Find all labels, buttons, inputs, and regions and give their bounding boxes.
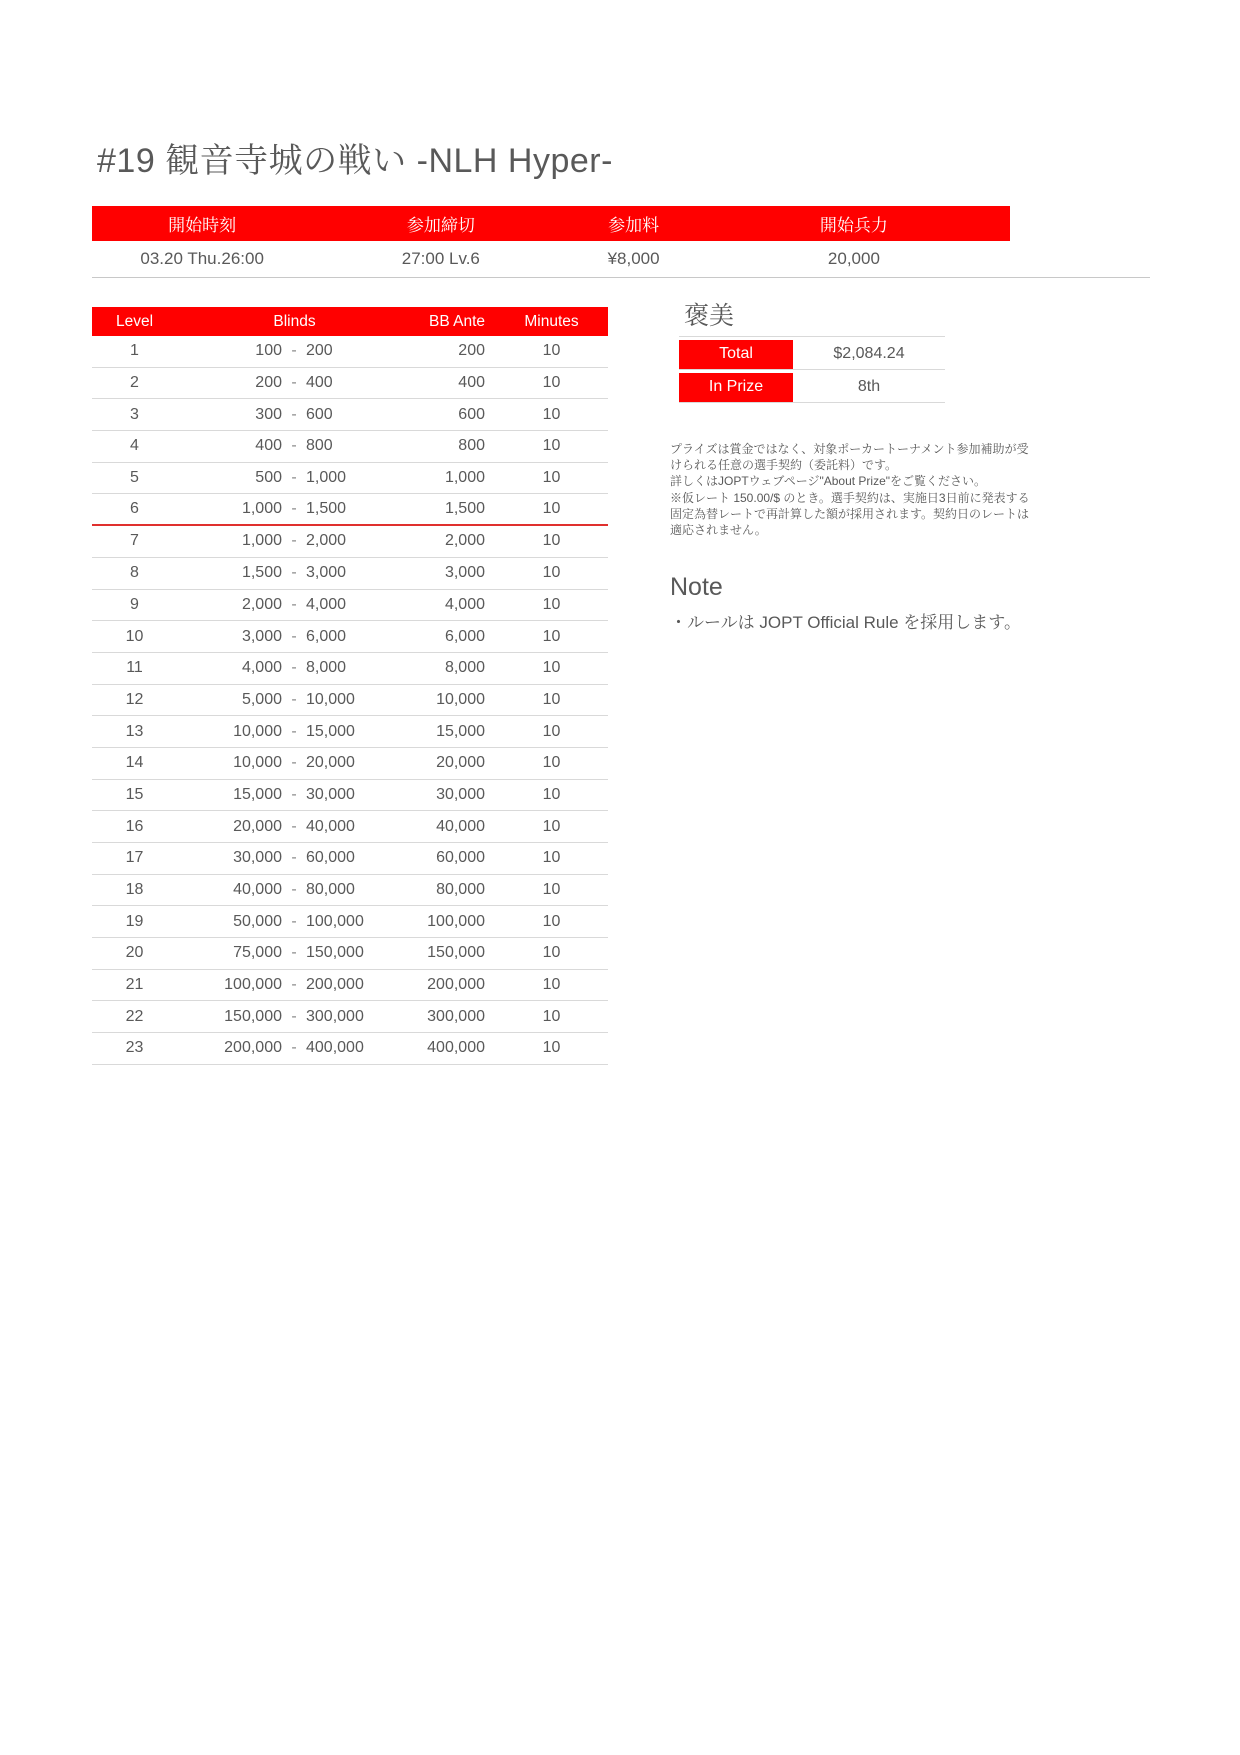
prize-row-label: In Prize (679, 373, 793, 402)
info-value-starting-stack: 20,000 (827, 249, 880, 268)
small-blind-cell: 20,000 (233, 817, 282, 835)
bb-ante-cell: 2,000 (444, 532, 485, 550)
bb-ante-cell: 100,000 (427, 912, 485, 930)
blinds-dash: - (291, 500, 297, 518)
blinds-dash: - (291, 722, 297, 740)
bb-ante-cell: 300,000 (427, 1007, 485, 1025)
bb-ante-cell: 20,000 (436, 754, 485, 772)
blinds-table-header (92, 307, 608, 336)
level-cell: 14 (125, 754, 144, 772)
minutes-cell: 10 (542, 944, 561, 962)
prize-row-value: 8th (857, 378, 881, 395)
minutes-cell: 10 (542, 690, 561, 708)
minutes-cell: 10 (542, 1007, 561, 1025)
info-header-start-time: 開始時刻 (168, 216, 237, 235)
header-blinds: Blinds (273, 312, 316, 330)
big-blind-cell: 400,000 (306, 1039, 364, 1057)
big-blind-cell: 200,000 (306, 976, 364, 994)
level-cell: 4 (130, 437, 139, 455)
prize-heading: 褒美 (684, 302, 735, 330)
table-row (92, 938, 608, 970)
blinds-dash: - (291, 405, 297, 423)
table-row (92, 336, 608, 368)
header-level: Level (115, 312, 154, 330)
big-blind-cell: 40,000 (306, 817, 355, 835)
bb-ante-cell: 800 (458, 437, 485, 455)
big-blind-cell: 20,000 (306, 754, 355, 772)
bb-ante-cell: 8,000 (444, 659, 485, 677)
bb-ante-cell: 400 (458, 374, 485, 392)
small-blind-cell: 5,000 (241, 690, 282, 708)
blinds-dash: - (291, 532, 297, 550)
blinds-dash: - (291, 374, 297, 392)
small-blind-cell: 200,000 (224, 1039, 282, 1057)
prize-row (679, 339, 945, 370)
table-row (92, 811, 608, 843)
table-row (92, 1033, 608, 1065)
note-item: ・ルールは JOPT Official Rule を採用します。 (670, 613, 1021, 632)
table-row (92, 463, 608, 495)
blinds-dash: - (291, 564, 297, 582)
table-row (92, 1001, 608, 1033)
table-row (92, 653, 608, 685)
level-cell: 17 (125, 849, 144, 867)
minutes-cell: 10 (542, 437, 561, 455)
small-blind-cell: 40,000 (233, 881, 282, 899)
big-blind-cell: 10,000 (306, 690, 355, 708)
small-blind-cell: 100 (255, 342, 282, 360)
minutes-cell: 10 (542, 627, 561, 645)
note-items (670, 611, 1090, 635)
small-blind-cell: 1,500 (241, 564, 282, 582)
big-blind-cell: 200 (306, 342, 333, 360)
big-blind-cell: 600 (306, 405, 333, 423)
blinds-dash: - (291, 437, 297, 455)
big-blind-cell: 3,000 (306, 564, 347, 582)
small-blind-cell: 200 (255, 374, 282, 392)
big-blind-cell: 150,000 (306, 944, 364, 962)
table-row (92, 621, 608, 653)
table-row (92, 399, 608, 431)
page-title: #19 観音寺城の戦い -NLH Hyper- (97, 142, 613, 180)
minutes-cell: 10 (542, 722, 561, 740)
table-row (92, 970, 608, 1002)
level-cell: 21 (125, 976, 144, 994)
blinds-dash: - (291, 944, 297, 962)
minutes-cell: 10 (542, 1039, 561, 1057)
big-blind-cell: 800 (306, 437, 333, 455)
minutes-cell: 10 (542, 374, 561, 392)
prize-notes (670, 441, 1040, 538)
big-blind-cell: 1,000 (306, 469, 347, 487)
level-cell: 13 (125, 722, 144, 740)
level-cell: 2 (130, 374, 139, 392)
minutes-cell: 10 (542, 976, 561, 994)
level-cell: 6 (130, 500, 139, 518)
small-blind-cell: 150,000 (224, 1007, 282, 1025)
bb-ante-cell: 6,000 (444, 627, 485, 645)
blinds-dash: - (291, 659, 297, 677)
info-value-late-reg: 27:00 Lv.6 (401, 249, 480, 268)
big-blind-cell: 400 (306, 374, 333, 392)
table-row (92, 685, 608, 717)
big-blind-cell: 6,000 (306, 627, 347, 645)
minutes-cell: 10 (542, 595, 561, 613)
blinds-dash: - (291, 785, 297, 803)
bb-ante-cell: 4,000 (444, 595, 485, 613)
level-cell: 20 (125, 944, 144, 962)
table-row (92, 368, 608, 400)
small-blind-cell: 300 (255, 405, 282, 423)
small-blind-cell: 15,000 (233, 785, 282, 803)
level-cell: 10 (125, 627, 144, 645)
bb-ante-cell: 1,000 (444, 469, 485, 487)
minutes-cell: 10 (542, 564, 561, 582)
info-table-values (92, 241, 1010, 277)
info-value-start-time: 03.20 Thu.26:00 (140, 249, 264, 268)
table-row (92, 748, 608, 780)
level-cell: 7 (130, 532, 139, 550)
table-row (92, 590, 608, 622)
info-table-underline (92, 277, 1150, 278)
blinds-dash: - (291, 1039, 297, 1057)
blinds-dash: - (291, 976, 297, 994)
bb-ante-cell: 150,000 (427, 944, 485, 962)
bb-ante-cell: 30,000 (436, 785, 485, 803)
blinds-dash: - (291, 912, 297, 930)
minutes-cell: 10 (542, 342, 561, 360)
level-cell: 1 (130, 342, 139, 360)
bb-ante-cell: 40,000 (436, 817, 485, 835)
big-blind-cell: 100,000 (306, 912, 364, 930)
prize-note-line: ※仮レート 150.00/$ のとき。選手契約は、実施日3日前に発表する固定為替レートで再計算した額が採用されます。契約日のレートは適応されません。 (670, 490, 1030, 537)
minutes-cell: 10 (542, 754, 561, 772)
prize-note-line: 詳しくはJOPTウェブページ"About Prize"をご覧ください。 (670, 474, 987, 489)
small-blind-cell: 1,000 (241, 532, 282, 550)
level-cell: 16 (125, 817, 144, 835)
blinds-dash: - (291, 342, 297, 360)
bb-ante-cell: 400,000 (427, 1039, 485, 1057)
prize-table (679, 336, 945, 403)
small-blind-cell: 50,000 (233, 912, 282, 930)
minutes-cell: 10 (542, 405, 561, 423)
blinds-dash: - (291, 595, 297, 613)
table-row (92, 558, 608, 590)
blinds-dash: - (291, 849, 297, 867)
blinds-dash: - (291, 627, 297, 645)
blinds-table (92, 307, 608, 1065)
blinds-rows (92, 336, 608, 1065)
level-cell: 23 (125, 1039, 144, 1057)
table-row (92, 526, 608, 558)
blinds-dash: - (291, 754, 297, 772)
big-blind-cell: 2,000 (306, 532, 347, 550)
small-blind-cell: 2,000 (241, 595, 282, 613)
prize-row (679, 372, 945, 403)
blinds-dash: - (291, 817, 297, 835)
blinds-dash: - (291, 690, 297, 708)
bb-ante-cell: 80,000 (436, 881, 485, 899)
info-header-starting-stack: 開始兵力 (819, 216, 888, 235)
big-blind-cell: 8,000 (306, 659, 347, 677)
table-row (92, 431, 608, 463)
level-cell: 3 (130, 405, 139, 423)
blinds-dash: - (291, 881, 297, 899)
bb-ante-cell: 200,000 (427, 976, 485, 994)
blinds-dash: - (291, 469, 297, 487)
info-value-buyin: ¥8,000 (607, 249, 660, 268)
level-cell: 11 (126, 659, 143, 677)
prize-row-value: $2,084.24 (833, 345, 905, 362)
prize-note-line: プライズは賞金ではなく、対象ポーカートーナメント参加補助が受けられる任意の選手契約（委託料）です。 (670, 442, 1029, 473)
level-cell: 18 (125, 881, 144, 899)
small-blind-cell: 10,000 (233, 722, 282, 740)
minutes-cell: 10 (542, 500, 561, 518)
minutes-cell: 10 (542, 881, 561, 899)
minutes-cell: 10 (542, 785, 561, 803)
level-cell: 9 (130, 595, 139, 613)
note-heading: Note (670, 573, 723, 601)
bb-ante-cell: 3,000 (444, 564, 485, 582)
header-bb-ante: BB Ante (428, 312, 485, 330)
small-blind-cell: 3,000 (241, 627, 282, 645)
table-row (92, 906, 608, 938)
info-table-header (92, 206, 1010, 241)
blinds-dash: - (291, 1007, 297, 1025)
minutes-cell: 10 (542, 469, 561, 487)
minutes-cell: 10 (542, 532, 561, 550)
big-blind-cell: 30,000 (306, 785, 355, 803)
bb-ante-cell: 600 (458, 405, 485, 423)
big-blind-cell: 300,000 (306, 1007, 364, 1025)
info-header-late-reg: 参加締切 (406, 216, 475, 235)
table-row (92, 843, 608, 875)
small-blind-cell: 1,000 (241, 500, 282, 518)
minutes-cell: 10 (542, 659, 561, 677)
small-blind-cell: 10,000 (233, 754, 282, 772)
small-blind-cell: 100,000 (224, 976, 282, 994)
small-blind-cell: 500 (255, 469, 282, 487)
bb-ante-cell: 15,000 (436, 722, 485, 740)
small-blind-cell: 400 (255, 437, 282, 455)
big-blind-cell: 4,000 (306, 595, 347, 613)
small-blind-cell: 30,000 (233, 849, 282, 867)
big-blind-cell: 15,000 (306, 722, 355, 740)
level-cell: 8 (130, 564, 139, 582)
minutes-cell: 10 (542, 849, 561, 867)
level-cell: 22 (125, 1007, 144, 1025)
bb-ante-cell: 10,000 (436, 690, 485, 708)
bb-ante-cell: 60,000 (436, 849, 485, 867)
minutes-cell: 10 (542, 912, 561, 930)
big-blind-cell: 80,000 (306, 881, 355, 899)
bb-ante-cell: 200 (458, 342, 485, 360)
table-row (92, 494, 608, 526)
small-blind-cell: 75,000 (233, 944, 282, 962)
table-row (92, 716, 608, 748)
small-blind-cell: 4,000 (241, 659, 282, 677)
level-cell: 5 (130, 469, 139, 487)
big-blind-cell: 60,000 (306, 849, 355, 867)
big-blind-cell: 1,500 (306, 500, 347, 518)
minutes-cell: 10 (542, 817, 561, 835)
level-cell: 15 (125, 785, 144, 803)
bb-ante-cell: 1,500 (444, 500, 485, 518)
info-header-buyin: 参加料 (608, 216, 660, 235)
table-row (92, 780, 608, 812)
table-row (92, 875, 608, 907)
header-minutes: Minutes (524, 312, 579, 330)
level-cell: 19 (125, 912, 144, 930)
level-cell: 12 (125, 690, 144, 708)
prize-row-label: Total (679, 340, 793, 369)
